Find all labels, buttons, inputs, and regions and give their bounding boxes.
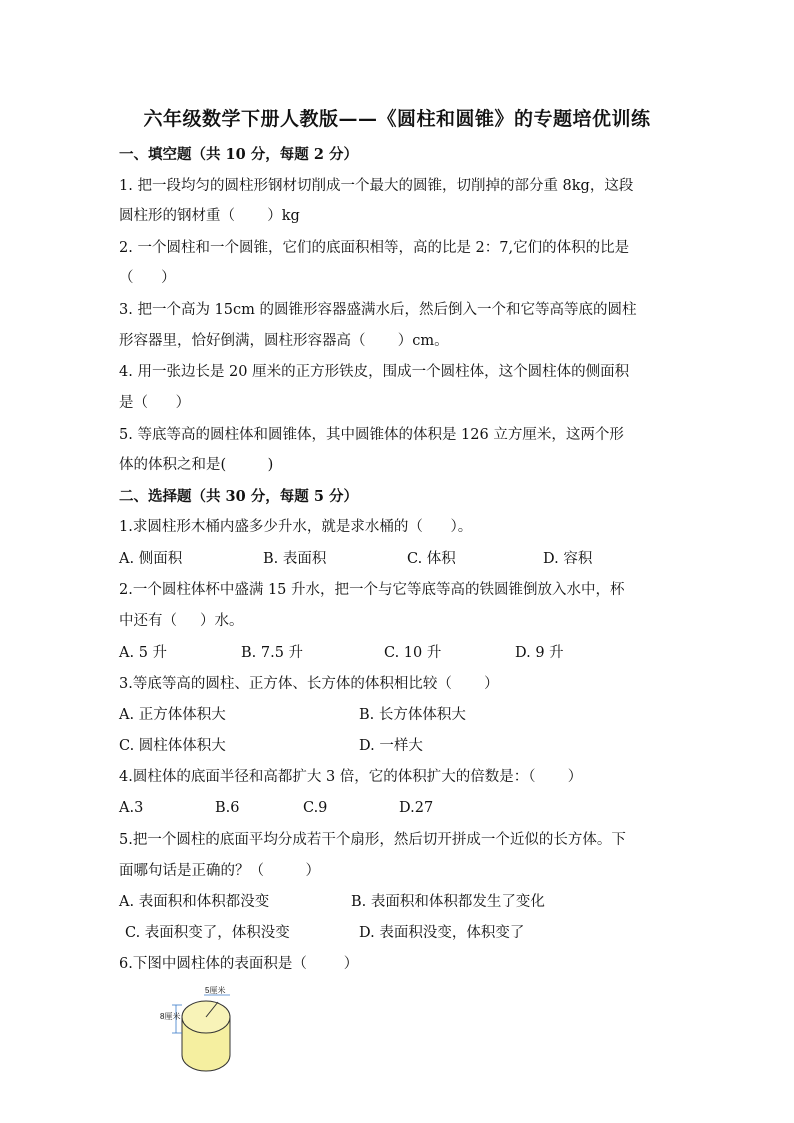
s2-q2-option-c: C. 10 升 — [384, 645, 442, 661]
s2-q4-option-b: B.6 — [215, 800, 240, 816]
s2-q6-stem: 6.下图中圆柱体的表面积是（ ） — [119, 956, 359, 972]
s2-q3-option-b: B. 长方体体积大 — [359, 707, 466, 723]
s2-q2-option-b: B. 7.5 升 — [241, 645, 304, 661]
s1-q2-line1: 2. 一个圆柱和一个圆锥，它们的底面积相等，高的比是 2：7,它们的体积的比是 — [119, 240, 630, 256]
s2-q2-stem-line1: 2.一个圆柱体杯中盛满 15 升水，把一个与它等底等高的铁圆锥倒放入水中，杯 — [119, 582, 625, 598]
s2-q3-stem: 3.等底等高的圆柱、正方体、长方体的体积相比较（ ） — [119, 676, 499, 692]
s2-q1-option-a: A. 侧面积 — [119, 551, 183, 567]
s2-q5-option-c: C. 表面积变了，体积没变 — [125, 925, 290, 941]
s2-q2-option-a: A. 5 升 — [119, 645, 168, 661]
s2-q4-stem: 4.圆柱体的底面半径和高都扩大 3 倍，它的体积扩大的倍数是：（ ） — [119, 769, 583, 785]
cylinder-figure — [158, 985, 238, 1075]
s1-q3-line2: 形容器里，恰好倒满，圆柱形容器高（ ）cm。 — [119, 333, 449, 349]
s2-q4-option-c: C.9 — [303, 800, 328, 816]
s1-q4-line2: 是（ ） — [119, 395, 191, 411]
s2-q5-option-b: B. 表面积和体积都发生了变化 — [351, 894, 545, 910]
s2-q1-option-d: D. 容积 — [543, 551, 593, 567]
radius-label: 5厘米 — [205, 986, 226, 995]
s1-q3-line1: 3. 把一个高为 15cm 的圆锥形容器盛满水后，然后倒入一个和它等高等底的圆柱 — [119, 302, 637, 318]
s2-q1-stem: 1.求圆柱形木桶内盛多少升水，就是求水桶的（ ）。 — [119, 519, 473, 535]
s1-q5-line1: 5. 等底等高的圆柱体和圆锥体，其中圆锥体的体积是 126 立方厘米，这两个形 — [119, 427, 624, 443]
section1-heading: 一、填空题（共 10 分，每题 2 分） — [119, 146, 358, 163]
section2-heading: 二、选择题（共 30 分，每题 5 分） — [119, 488, 358, 505]
s2-q3-option-d: D. 一样大 — [359, 738, 423, 754]
s2-q5-option-d: D. 表面积没变，体积变了 — [359, 925, 525, 941]
s2-q5-stem-line1: 5.把一个圆柱的底面平均分成若干个扇形，然后切开拼成一个近似的长方体。下 — [119, 832, 626, 848]
s2-q4-option-d: D.27 — [399, 800, 434, 816]
s1-q1-line1: 1. 把一段均匀的圆柱形钢材切削成一个最大的圆锥，切削掉的部分重 8kg，这段 — [119, 178, 634, 194]
s1-q4-line1: 4. 用一张边长是 20 厘米的正方形铁皮，围成一个圆柱体，这个圆柱体的侧面积 — [119, 364, 630, 380]
height-label: 8厘米 — [160, 1012, 181, 1021]
s2-q5-stem-line2: 面哪句话是正确的？（ ） — [119, 863, 320, 879]
s2-q4-option-a: A.3 — [119, 800, 144, 816]
s1-q2-line2: （ ） — [119, 270, 176, 286]
s2-q2-option-d: D. 9 升 — [515, 645, 564, 661]
s2-q5-option-a: A. 表面积和体积都没变 — [119, 894, 270, 910]
s2-q1-option-c: C. 体积 — [407, 551, 456, 567]
s2-q1-option-b: B. 表面积 — [263, 551, 327, 567]
s2-q3-option-c: C. 圆柱体体积大 — [119, 738, 226, 754]
s2-q3-option-a: A. 正方体体积大 — [119, 707, 226, 723]
page-title: 六年级数学下册人教版——《圆柱和圆锥》的专题培优训练 — [143, 108, 651, 130]
s2-q2-stem-line2: 中还有（ ）水。 — [119, 613, 244, 629]
s1-q1-line2: 圆柱形的钢材重（ ）kg — [119, 208, 300, 224]
s1-q5-line2: 体的体积之和是( ) — [119, 457, 274, 473]
